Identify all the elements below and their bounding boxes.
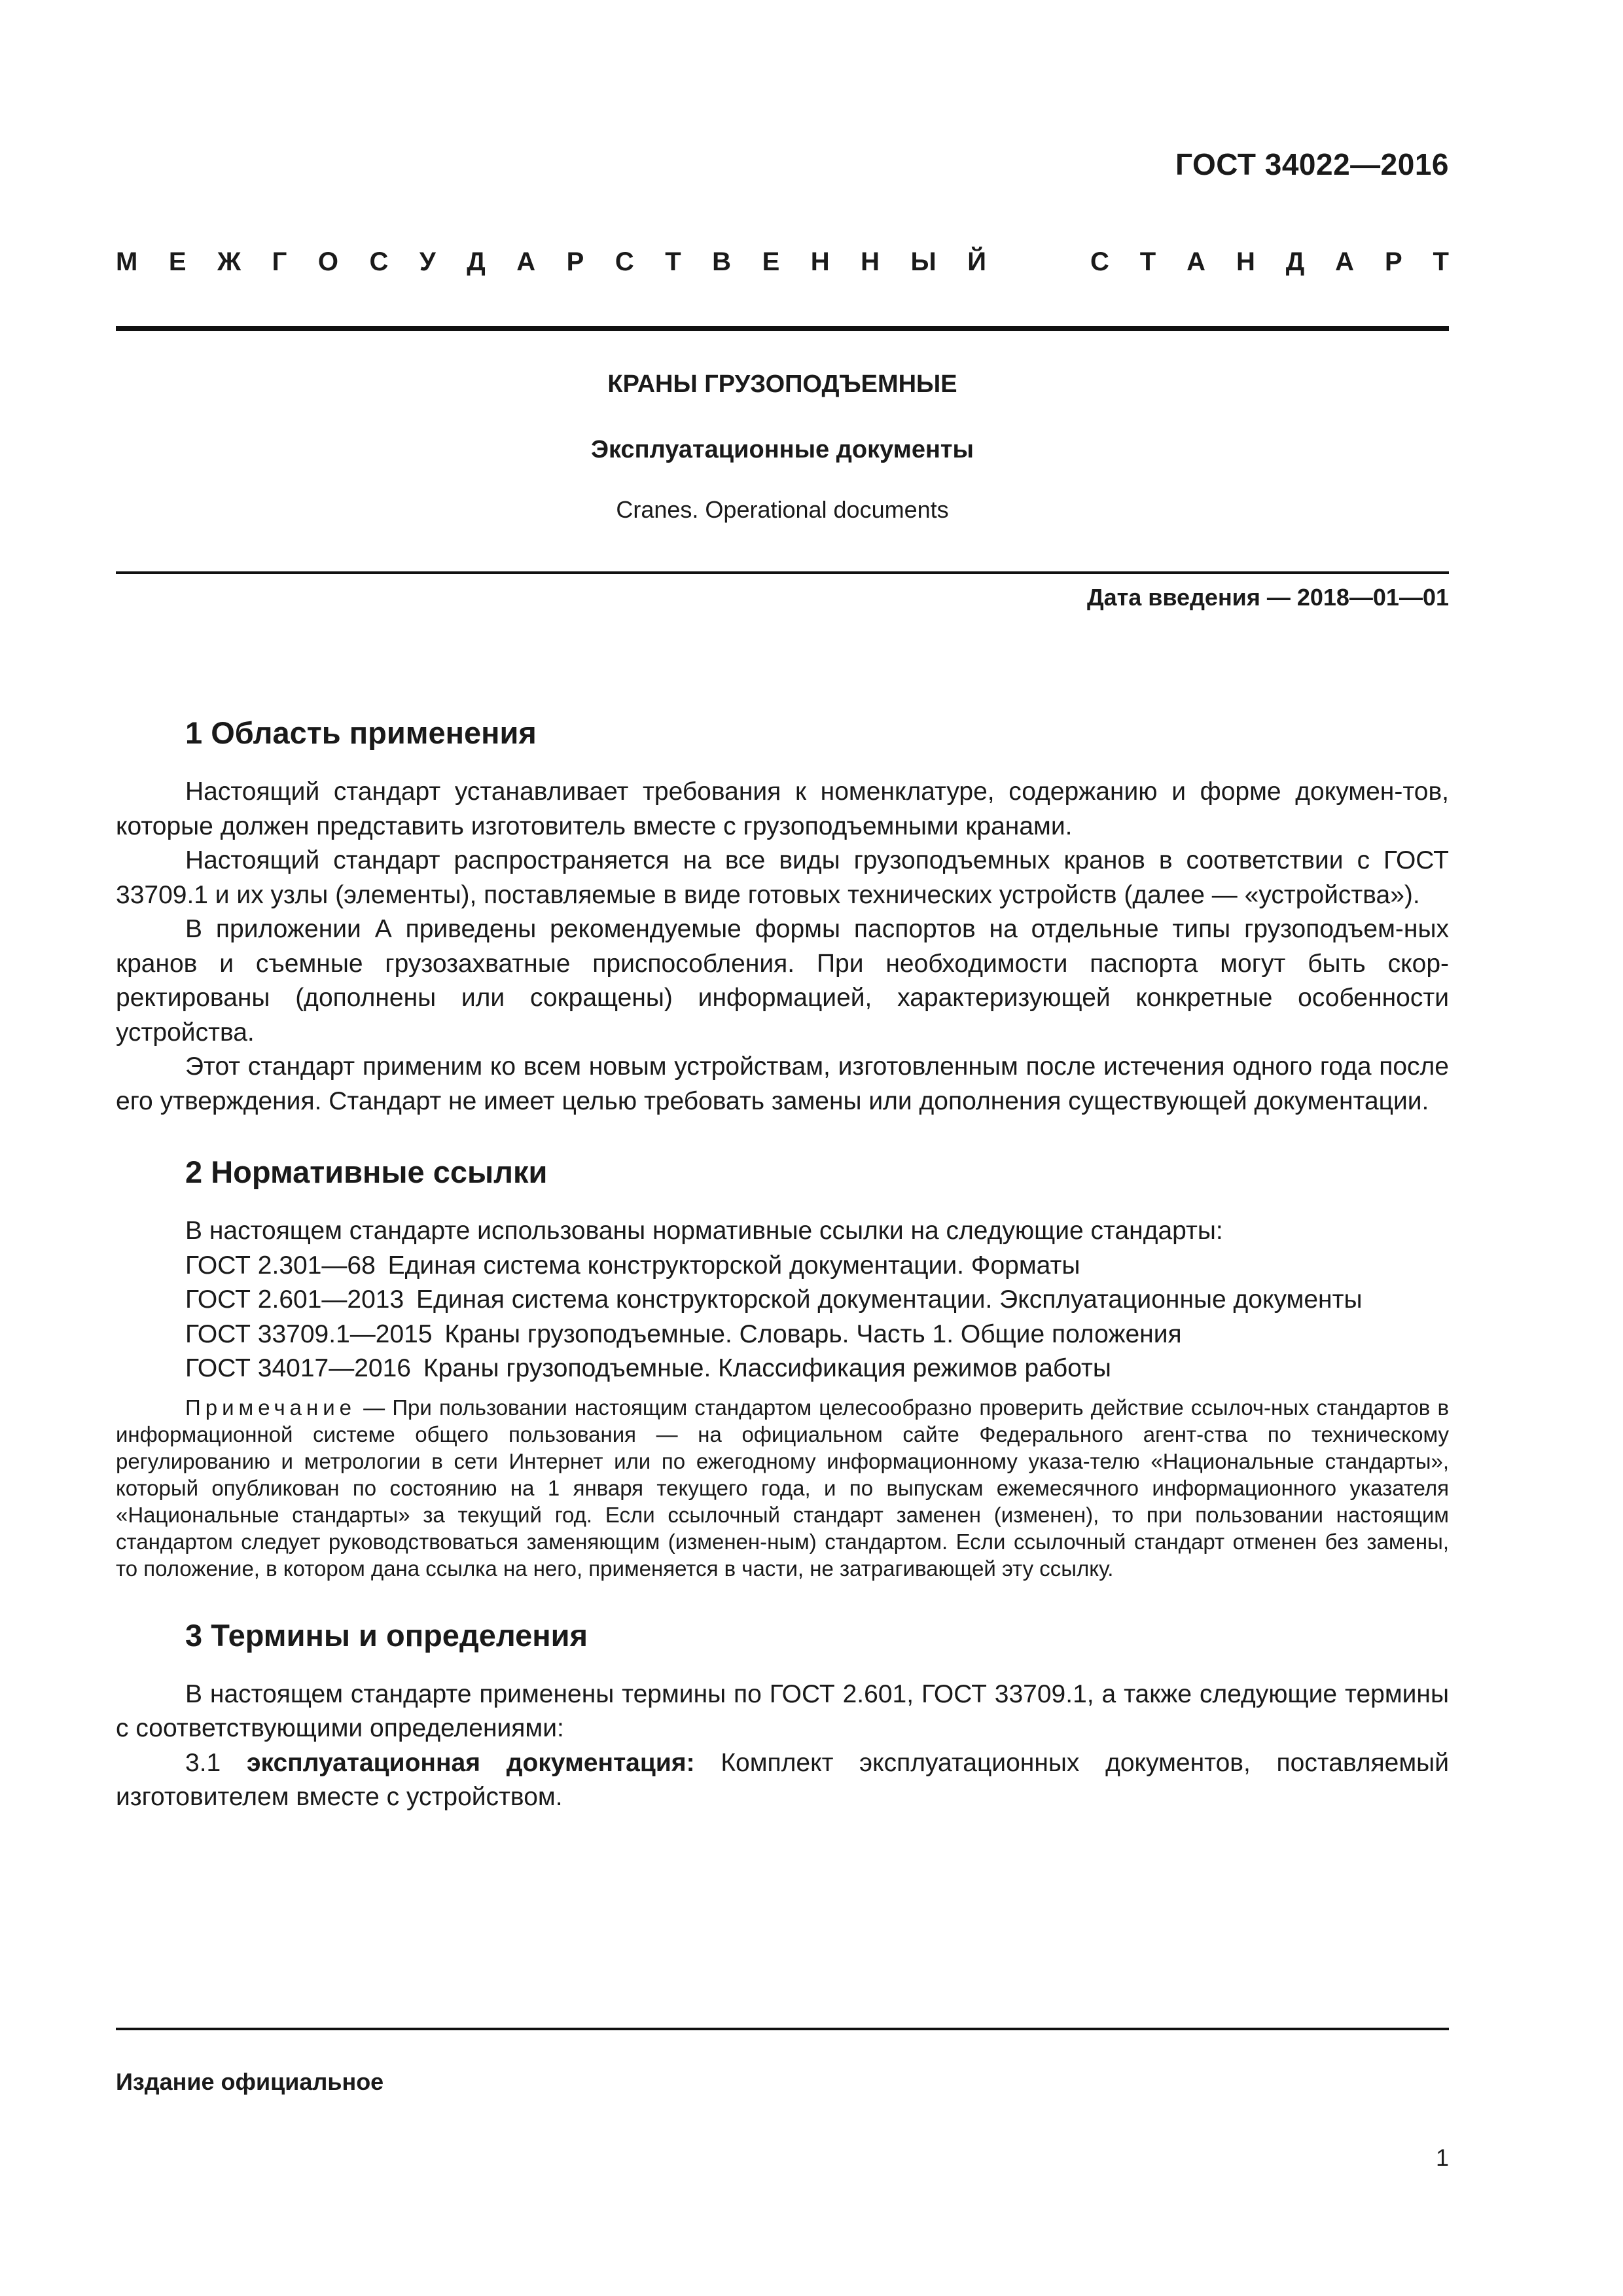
banner-letter: Т: [665, 247, 681, 276]
note-text: — При пользовании настоящим стандартом целесообразно проверить действие ссылоч-ных стандартов в информационной системе общего пользования — на официальном сайте Федерального агент-ства по техническому регулированию и метрологии в сети Интернет или по ежегодному информационному указа-телю «Национальные стандарты», который опубликован по состоянию на 1 января текущего года, и по выпускам ежемесячного информационного указателя «Национальные стандарты» за текущий год. Если ссылочный стандарт заменен (изменен), то при пользовании настоящим стандартом следует руководствоваться заменяющим (изменен-ным) стандартом. Если ссылочный стандарт отменен без замены, то положение, в котором дана ссылка на него, применяется в части, не затрагивающей эту ссылку.: [116, 1395, 1449, 1581]
banner-letter: Е: [762, 247, 780, 276]
paragraph: В приложении А приведены рекомендуемые формы паспортов на отдельные типы грузоподъем-ных кранов и съемные грузозахватные приспособления. При необходимости паспорта могут быть скор-ректированы (дополнены или сокращены) информацией, характеризующей конкретные особенности устройства.: [116, 915, 1449, 1047]
document-subtitle: Эксплуатационные документы: [590, 436, 974, 463]
introduction-date: Дата введения — 2018—01—01: [1086, 584, 1449, 611]
banner-letter: Д: [467, 247, 486, 276]
section-terms-definitions: [116, 1616, 1449, 1815]
banner-letter: Д: [1285, 247, 1305, 276]
banner-letter: М: [116, 247, 138, 276]
paragraph: В настоящем стандарте применены термины по ГОСТ 2.601, ГОСТ 33709.1, а также следующие термины с соответствующими определениями:: [116, 1679, 1449, 1742]
banner-letter: Н: [861, 247, 880, 276]
term-definition: [116, 1746, 1449, 1815]
paragraph: Настоящий стандарт распространяется на все виды грузоподъемных кранов в соответствии с ГОСТ 33709.1 и их узлы (элементы), поставляемые в виде готовых технических устройств (далее — «устройства»).: [116, 846, 1449, 909]
reference-code: ГОСТ 34017—2016: [185, 1354, 412, 1382]
section-normative-references: [116, 1153, 1449, 1582]
term-definition-text: Комплект эксплуатационных документов, поставляемый изготовителем вместе с устройством.: [116, 1748, 1449, 1811]
banner-letter: С: [1090, 247, 1109, 276]
banner-letter: Т: [1433, 247, 1449, 276]
document-title-english: Cranes. Operational documents: [616, 496, 949, 523]
reference-title: Краны грузоподъемные. Классификация режимов работы: [423, 1354, 1111, 1382]
banner-letter: Т: [1139, 247, 1156, 276]
footer-rule: [116, 2028, 1449, 2030]
banner-letter: Е: [168, 247, 187, 276]
banner-letter: Н: [1236, 247, 1255, 276]
banner-letter: Й: [967, 247, 986, 276]
section-heading: 3 Термины и определения: [185, 1617, 588, 1653]
document-body: [116, 713, 1449, 1815]
section-heading: 2 Нормативные ссылки: [185, 1155, 548, 1189]
banner-letter: О: [317, 247, 338, 276]
banner-letter: А: [1335, 247, 1355, 276]
note-label: Примечание: [185, 1395, 357, 1420]
document-title: КРАНЫ ГРУЗОПОДЪЕМНЫЕ: [607, 370, 957, 398]
banner-letter: У: [419, 247, 436, 276]
section-heading: 1 Область применения: [185, 715, 537, 750]
reference-item: [116, 1318, 1449, 1352]
banner-letter: Н: [810, 247, 830, 276]
reference-title: Единая система конструкторской документации. Эксплуатационные документы: [416, 1285, 1363, 1314]
references-intro: В настоящем стандарте использованы нормативные ссылки на следующие стандарты:: [185, 1217, 1223, 1245]
banner-letter: Г: [272, 247, 287, 276]
edition-label: Издание официальное: [116, 2068, 384, 2095]
banner-letter: А: [1186, 247, 1206, 276]
page-number: 1: [1435, 2144, 1449, 2171]
banner-letter: Р: [1384, 247, 1402, 276]
reference-item: [116, 1352, 1449, 1386]
banner-letter: Ж: [217, 247, 241, 276]
standard-type-word-2: [1090, 247, 1449, 277]
header-rule: [116, 326, 1449, 331]
title-rule: [116, 571, 1449, 574]
banner-letter: Р: [566, 247, 584, 276]
banner-letter: А: [516, 247, 536, 276]
paragraph: Настоящий стандарт устанавливает требования к номенклатуре, содержанию и форме докумен-тов, которые должен представить изготовитель вместе с грузоподъемными кранами.: [116, 778, 1449, 840]
banner-letter: С: [369, 247, 389, 276]
term-name: эксплуатационная документация:: [246, 1748, 695, 1777]
reference-item: [116, 1249, 1449, 1283]
note: [116, 1394, 1449, 1582]
section-scope: [116, 713, 1449, 1119]
reference-title: Краны грузоподъемные. Словарь. Часть 1. Общие положения: [444, 1319, 1182, 1348]
reference-code: ГОСТ 2.301—68: [185, 1251, 376, 1280]
standard-type-banner: [116, 247, 1449, 277]
banner-letter: Ы: [910, 247, 936, 276]
reference-title: Единая система конструкторской документации. Форматы: [387, 1251, 1080, 1280]
gost-number: ГОСТ 34022—2016: [1175, 147, 1449, 181]
reference-item: [116, 1283, 1449, 1318]
reference-code: ГОСТ 33709.1—2015: [185, 1319, 433, 1348]
banner-letter: С: [615, 247, 634, 276]
paragraph: Этот стандарт применим ко всем новым устройствам, изготовленным после истечения одного года после его утверждения. Стандарт не имеет целью требовать замены или дополнения существующей документации.: [116, 1052, 1449, 1115]
reference-code: ГОСТ 2.601—2013: [185, 1285, 404, 1314]
term-number: 3.1: [185, 1748, 221, 1777]
standard-type-word-1: [116, 247, 986, 277]
banner-letter: В: [712, 247, 732, 276]
